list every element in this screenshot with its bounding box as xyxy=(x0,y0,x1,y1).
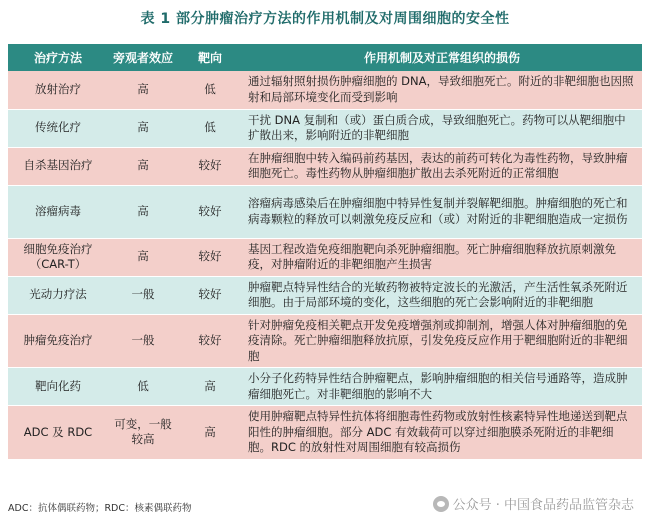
table-row xyxy=(8,71,642,109)
cell-targeting: 较好 xyxy=(178,276,242,314)
cell-targeting: 较好 xyxy=(178,185,242,238)
cell-targeting: 低 xyxy=(178,109,242,147)
table-row xyxy=(8,185,642,238)
cell-targeting: 低 xyxy=(178,71,242,109)
cell-bystander: 高 xyxy=(108,185,178,238)
cell-mechanism: 使用肿瘤靶点特异性抗体将细胞毒性药物或放射性核素特异性地递送到靶点阳性的肿瘤细胞。部分 ADC 有效载荷可以穿过细胞膜杀死附近的非靶细胞。RDC 的放射性对周围细胞有较高损伤 xyxy=(242,406,642,460)
cell-mechanism: 通过辐射照射损伤肿瘤细胞的 DNA，导致细胞死亡。附近的非靶细胞也因照射和局部环境变化而受到影响 xyxy=(242,71,642,109)
cell-method: 靶向化药 xyxy=(8,368,108,406)
cell-method: 肿瘤免疫治疗 xyxy=(8,314,108,368)
table-row xyxy=(8,314,642,368)
cell-method: 放射治疗 xyxy=(8,71,108,109)
table-row xyxy=(8,276,642,314)
cell-bystander: 一般 xyxy=(108,314,178,368)
table-row xyxy=(8,238,642,276)
cell-method: 传统化疗 xyxy=(8,109,108,147)
cell-method: ADC 及 RDC xyxy=(8,406,108,460)
cell-mechanism: 溶瘤病毒感染后在肿瘤细胞中特异性复制并裂解靶细胞。肿瘤细胞的死亡和病毒颗粒的释放可以刺激免疫反应和（或）对附近的非靶细胞造成一定损伤 xyxy=(242,185,642,238)
cell-bystander: 高 xyxy=(108,71,178,109)
footnote: ADC：抗体偶联药物；RDC：核素偶联药物 xyxy=(8,503,192,514)
header-mechanism: 作用机制及对正常组织的损伤 xyxy=(242,44,642,71)
cell-targeting: 高 xyxy=(178,406,242,460)
watermark xyxy=(433,494,634,513)
cell-mechanism: 干扰 DNA 复制和（或）蛋白质合成，导致细胞死亡。药物可以从靶细胞中扩散出来，影响附近的非靶细胞 xyxy=(242,109,642,147)
cell-bystander: 高 xyxy=(108,109,178,147)
cell-targeting: 较好 xyxy=(178,147,242,185)
cell-method: 溶瘤病毒 xyxy=(8,185,108,238)
cell-method: 细胞免疫治疗（CAR-T） xyxy=(8,238,108,276)
cell-bystander: 一般 xyxy=(108,276,178,314)
cell-bystander: 高 xyxy=(108,238,178,276)
cell-mechanism: 肿瘤靶点特异性结合的光敏药物被特定波长的光激活，产生活性氧杀死附近细胞。由于局部环境的变化，这些细胞的死亡会影响附近的非靶细胞 xyxy=(242,276,642,314)
cell-method: 自杀基因治疗 xyxy=(8,147,108,185)
header-method: 治疗方法 xyxy=(8,44,108,71)
cell-method: 光动力疗法 xyxy=(8,276,108,314)
header-bystander: 旁观者效应 xyxy=(108,44,178,71)
cell-bystander: 高 xyxy=(108,147,178,185)
cell-mechanism: 在肿瘤细胞中转入编码前药基因，表达的前药可转化为毒性药物，导致肿瘤细胞死亡。毒性药物从肿瘤细胞扩散出去杀死附近的正常细胞 xyxy=(242,147,642,185)
therapy-table xyxy=(8,44,642,460)
wechat-icon xyxy=(433,496,449,512)
cell-mechanism: 针对肿瘤免疫相关靶点开发免疫增强剂或抑制剂，增强人体对肿瘤细胞的免疫清除。死亡肿瘤细胞释放抗原，引发免疫反应作用于靶细胞附近的非靶细胞 xyxy=(242,314,642,368)
cell-bystander: 低 xyxy=(108,368,178,406)
cell-mechanism: 基因工程改造免疫细胞靶向杀死肿瘤细胞。死亡肿瘤细胞释放抗原刺激免疫，对肿瘤附近的非靶细胞产生损害 xyxy=(242,238,642,276)
table-header-row xyxy=(8,44,642,71)
cell-bystander: 可变，一般较高 xyxy=(108,406,178,460)
table-row xyxy=(8,368,642,406)
table-row xyxy=(8,147,642,185)
table-row xyxy=(8,109,642,147)
table-row xyxy=(8,406,642,460)
cell-targeting: 高 xyxy=(178,368,242,406)
watermark-text: 公众号 · 中国食品药品监管杂志 xyxy=(452,498,634,513)
header-targeting: 靶向 xyxy=(178,44,242,71)
table-title: 表 1 部分肿瘤治疗方法的作用机制及对周围细胞的安全性 xyxy=(140,11,510,27)
cell-mechanism: 小分子化药特异性结合肿瘤靶点，影响肿瘤细胞的相关信号通路等，造成肿瘤细胞死亡。对非靶细胞的影响不大 xyxy=(242,368,642,406)
cell-targeting: 较好 xyxy=(178,314,242,368)
cell-targeting: 较好 xyxy=(178,238,242,276)
